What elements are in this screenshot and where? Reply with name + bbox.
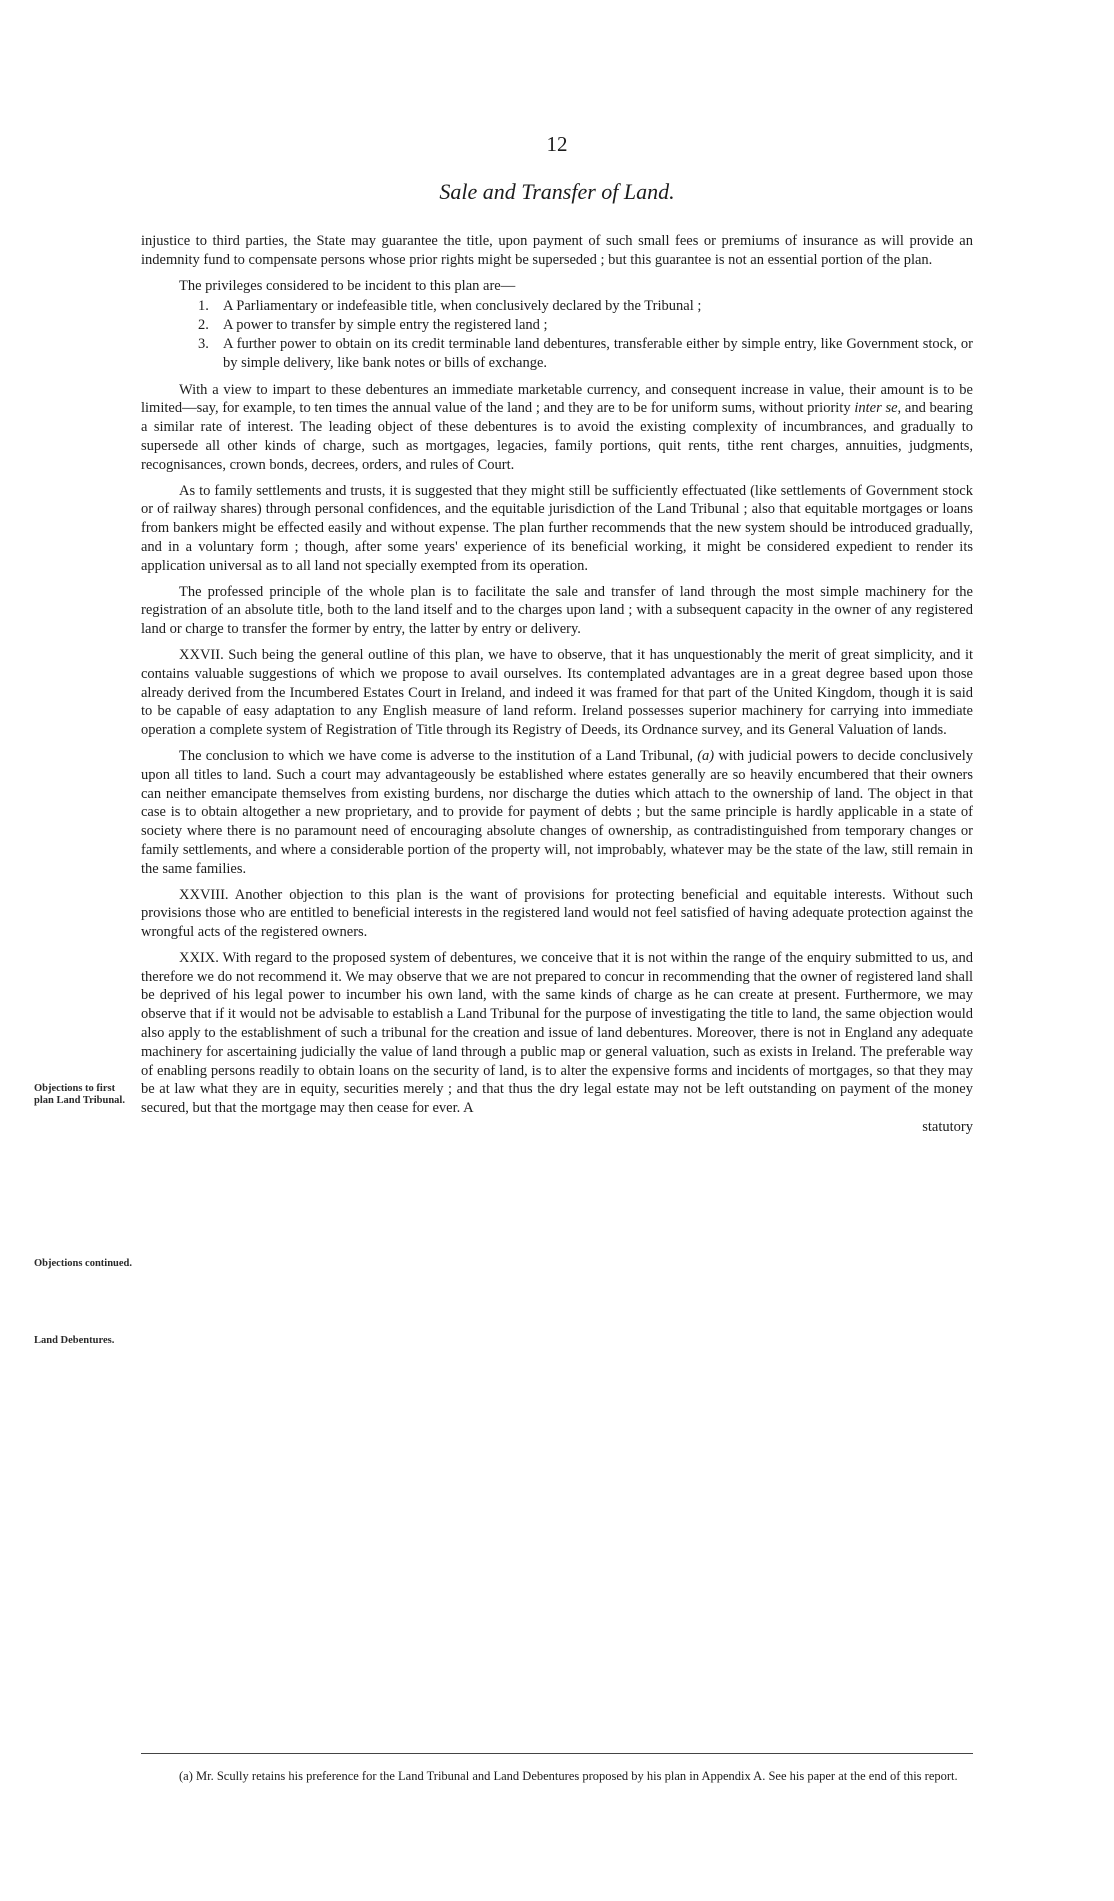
list-item <box>141 297 973 316</box>
footnote-reference: (a) <box>697 747 715 764</box>
body-text <box>141 232 973 1137</box>
paragraph-conclusion-text: The conclusion to which we have come is adverse to the institution of a Land Tribunal, <box>179 747 693 764</box>
inter-se-italic: inter se <box>854 400 898 417</box>
paragraph-intro: injustice to third parties, the State may guarantee the title, upon payment of such small fees or premiums of insurance as will provide an indemnity fund to compensate persons whose prior rights might be superseded ; but this guarantee is not an essential portion of the plan. <box>141 233 973 268</box>
catchword: statutory <box>922 1119 973 1136</box>
list-item-number: 2. <box>198 317 209 334</box>
list-item-text: A power to transfer by simple entry the registered land ; <box>223 317 548 334</box>
privileges-list <box>141 297 973 372</box>
running-title: Sale and Transfer of Land. <box>439 179 675 204</box>
paragraph-xxvii: XXVII. Such being the general outline of this plan, we have to observe, that it has unquestionably the merit of great simplicity, and it contains valuable suggestions of which we propose to avail ourselves. Its contemplated advantages are in a great degree based upon those already derived from the Incumbered Estates Court in Ireland, and indeed it was framed for that part of the United Kingdom, though it is said to be capable of easy adaptation to any English measure of land reform. Ireland possesses superior machinery for carrying into immediate operation a complete system of Registration of Title through its Registry of Deeds, its Ordnance survey, and its General Valuation of lands. <box>141 646 973 739</box>
footnote-rule <box>141 1753 973 1754</box>
list-item-number: 3. <box>198 335 209 352</box>
marginal-note-land-debentures: Land Debentures. <box>34 1335 115 1346</box>
list-item <box>141 316 973 335</box>
list-item-text: A Parliamentary or indefeasible title, when conclusively declared by the Tribunal ; <box>223 298 702 315</box>
paragraph-xxviii: XXVIII. Another objection to this plan is the want of provisions for protecting beneficial and equitable interests. Without such provisions those who are entitled to beneficial interests in the registered land would not feel satisfied of having adequate protection against the wrongful acts of the registered owners. <box>141 886 973 941</box>
footnote-text: (a) Mr. Scully retains his preference for the Land Tribunal and Land Debentures proposed by his plan in Appendix A. See his paper at the end of this report. <box>179 1769 958 1783</box>
footnote <box>141 1768 973 1784</box>
marginal-note-objections: Objections to first plan Land Tribunal. <box>34 1083 125 1106</box>
paragraph-privileges: The privileges considered to be incident to this plan are— <box>179 277 516 294</box>
list-item <box>141 335 973 373</box>
paragraph-xxix: XXIX. With regard to the proposed system of debentures, we conceive that it is not within the range of the enquiry submitted to us, and therefore we do not recommend it. We may observe that we are not prepared to concur in recommending that the owner of registered land shall be deprived of his legal power to incumber his own land, with the same kinds of charge as he can create at present. Furthermore, we may observe that if it would not be advisable to establish a Land Tribunal for the purpose of investigating the title to land, the same objection would also apply to the establishment of such a tribunal for the creation and issue of land debentures. Moreover, there is not in England any adequate machinery for ascertaining judicially the value of land through a public map or general valuation, such as exists in Ireland. The preferable way of enabling persons readily to obtain loans on the security of land, is to alter the expensive forms and incidents of mortgages, so that they may be at law what they are in equity, securities merely ; and that thus the dry legal estate may not be left outstanding on payment of the money secured, but that the mortgage may then cease for ever. A <box>141 949 973 1117</box>
paragraph-debentures-text-continued: , and bearing a similar rate of interest. The leading object of these debentures is to avoid the existing complexity of incumbrances, and gradually to supersede all other kinds of charge, such as mortgages, legacies, family portions, quit rents, tithe rent charges, annuities, judgments, recognisances, crown bonds, decrees, orders, and rules of Court. <box>141 400 974 473</box>
list-item-number: 1. <box>198 298 209 315</box>
paragraph-conclusion <box>141 747 973 879</box>
paragraph-conclusion-text-continued: with judicial powers to decide conclusively upon all titles to land. Such a court may advantageously be established where estates generally are so heavily encumbered that their owners can neither emancipate themselves from existing burdens, nor discharge the duties which attach to the ownership of land. The object in that case is to obtain altogether a new proprietary, and to provide for payment of debts ; but the same principle is hardly applicable in a state of society where there is no paramount need of encouraging absolute changes of ownership, as contradistinguished from temporary changes or family settlements, and where a considerable portion of the property will, not improbably, whatever may be the state of the law, still remain in the same families. <box>141 747 974 877</box>
page-number: 12 <box>546 132 568 156</box>
paragraph-debentures <box>141 381 973 475</box>
paragraph-principle: The professed principle of the whole plan is to facilitate the sale and transfer of land through the most simple machinery for the registration of an absolute title, both to the land itself and to the charges upon land ; with a subsequent capacity in the owner of any registered land or charge to transfer the former by entry, the latter by entry or delivery. <box>141 583 973 638</box>
marginal-note-objections-continued: Objections continued. <box>34 1258 133 1269</box>
paragraph-family-settlements: As to family settlements and trusts, it is suggested that they might still be sufficiently effectuated (like settlements of Government stock or of railway shares) through personal confidences, and the equitable jurisdiction of the Land Tribunal ; also that equitable mortgages or loans from bankers might be effected easily and without expense. The plan further recommends that the new system should be introduced gradually, and in a voluntary form ; though, after some years' experience of its beneficial working, it might be considered expedient to render its application universal as to all land not specially exempted from its operation. <box>141 482 973 574</box>
paragraph-debentures-text: With a view to impart to these debentures an immediate marketable currency, and consequent increase in value, their amount is to be limited—say, for example, to ten times the annual value of the land ; and they are to be for uniform sums, without priority <box>141 381 973 417</box>
list-item-text: A further power to obtain on its credit terminable land debentures, transferable either by simple entry, like Government stock, or by simple delivery, like bank notes or bills of exchange. <box>223 335 973 371</box>
